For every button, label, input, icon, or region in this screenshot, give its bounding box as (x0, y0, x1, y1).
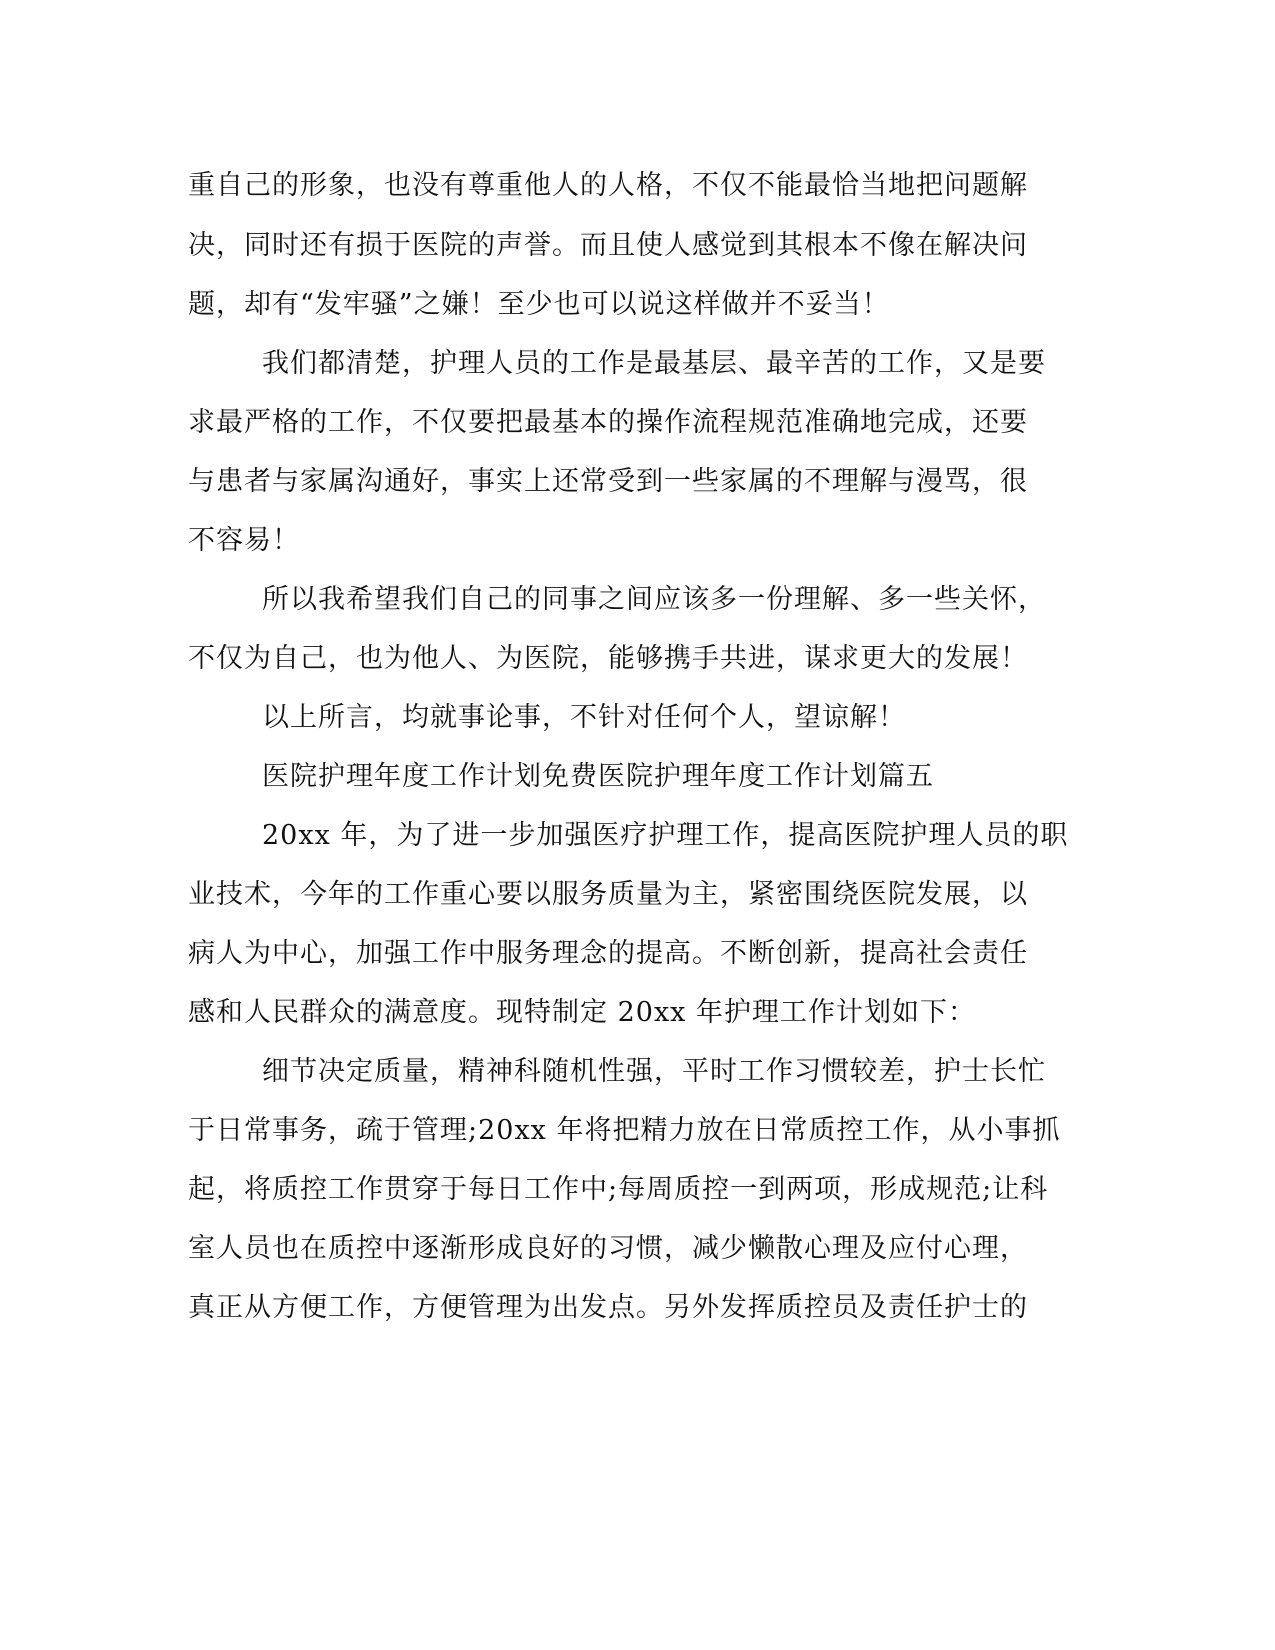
text-line: 于日常事务，疏于管理;20xx 年将把精力放在日常质控工作，从小事抓 (188, 1115, 1061, 1146)
paragraph-first-line: 细节决定质量，精神科随机性强，平时工作习惯较差，护士长忙 (262, 1056, 1046, 1087)
text-line: 不容易！ (188, 525, 300, 556)
text-line: 决，同时还有损于医院的声誉。而且使人感觉到其根本不像在解决问 (188, 230, 1028, 261)
text-line: 题，却有“发牢骚”之嫌！至少也可以说这样做并不妥当！ (188, 289, 890, 320)
paragraph-first-line: 所以我希望我们自己的同事之间应该多一份理解、多一些关怀， (262, 584, 1046, 615)
text-line: 感和人民群众的满意度。现特制定 20xx 年护理工作计划如下： (188, 997, 976, 1028)
text-line: 起，将质控工作贯穿于每日工作中;每周质控一到两项，形成规范;让科 (188, 1174, 1049, 1205)
text-line: 真正从方便工作，方便管理为出发点。另外发挥质控员及责任护士的 (188, 1292, 1028, 1323)
paragraph-first-line: 我们都清楚，护理人员的工作是最基层、最辛苦的工作，又是要 (262, 348, 1046, 379)
section-heading: 医院护理年度工作计划免费医院护理年度工作计划篇五 (262, 761, 934, 792)
text-line: 业技术，今年的工作重心要以服务质量为主，紧密围绕医院发展，以 (188, 879, 1028, 910)
text-line: 不仅为自己，也为他人、为医院，能够携手共进，谋求更大的发展！ (188, 643, 1028, 674)
text-line: 求最严格的工作，不仅要把最基本的操作流程规范准确地完成，还要 (188, 407, 1028, 438)
text-line: 重自己的形象，也没有尊重他人的人格，不仅不能最恰当地把问题解 (188, 170, 1028, 201)
paragraph-first-line: 以上所言，均就事论事，不针对任何个人，望谅解！ (262, 702, 906, 733)
paragraph-first-line: 20xx 年，为了进一步加强医疗护理工作，提高医院护理人员的职 (262, 820, 1069, 851)
text-line: 病人为中心，加强工作中服务理念的提高。不断创新，提高社会责任 (188, 938, 1028, 969)
text-line: 与患者与家属沟通好，事实上还常受到一些家属的不理解与漫骂，很 (188, 466, 1028, 497)
text-line: 室人员也在质控中逐渐形成良好的习惯，减少懒散心理及应付心理， (188, 1233, 1028, 1264)
